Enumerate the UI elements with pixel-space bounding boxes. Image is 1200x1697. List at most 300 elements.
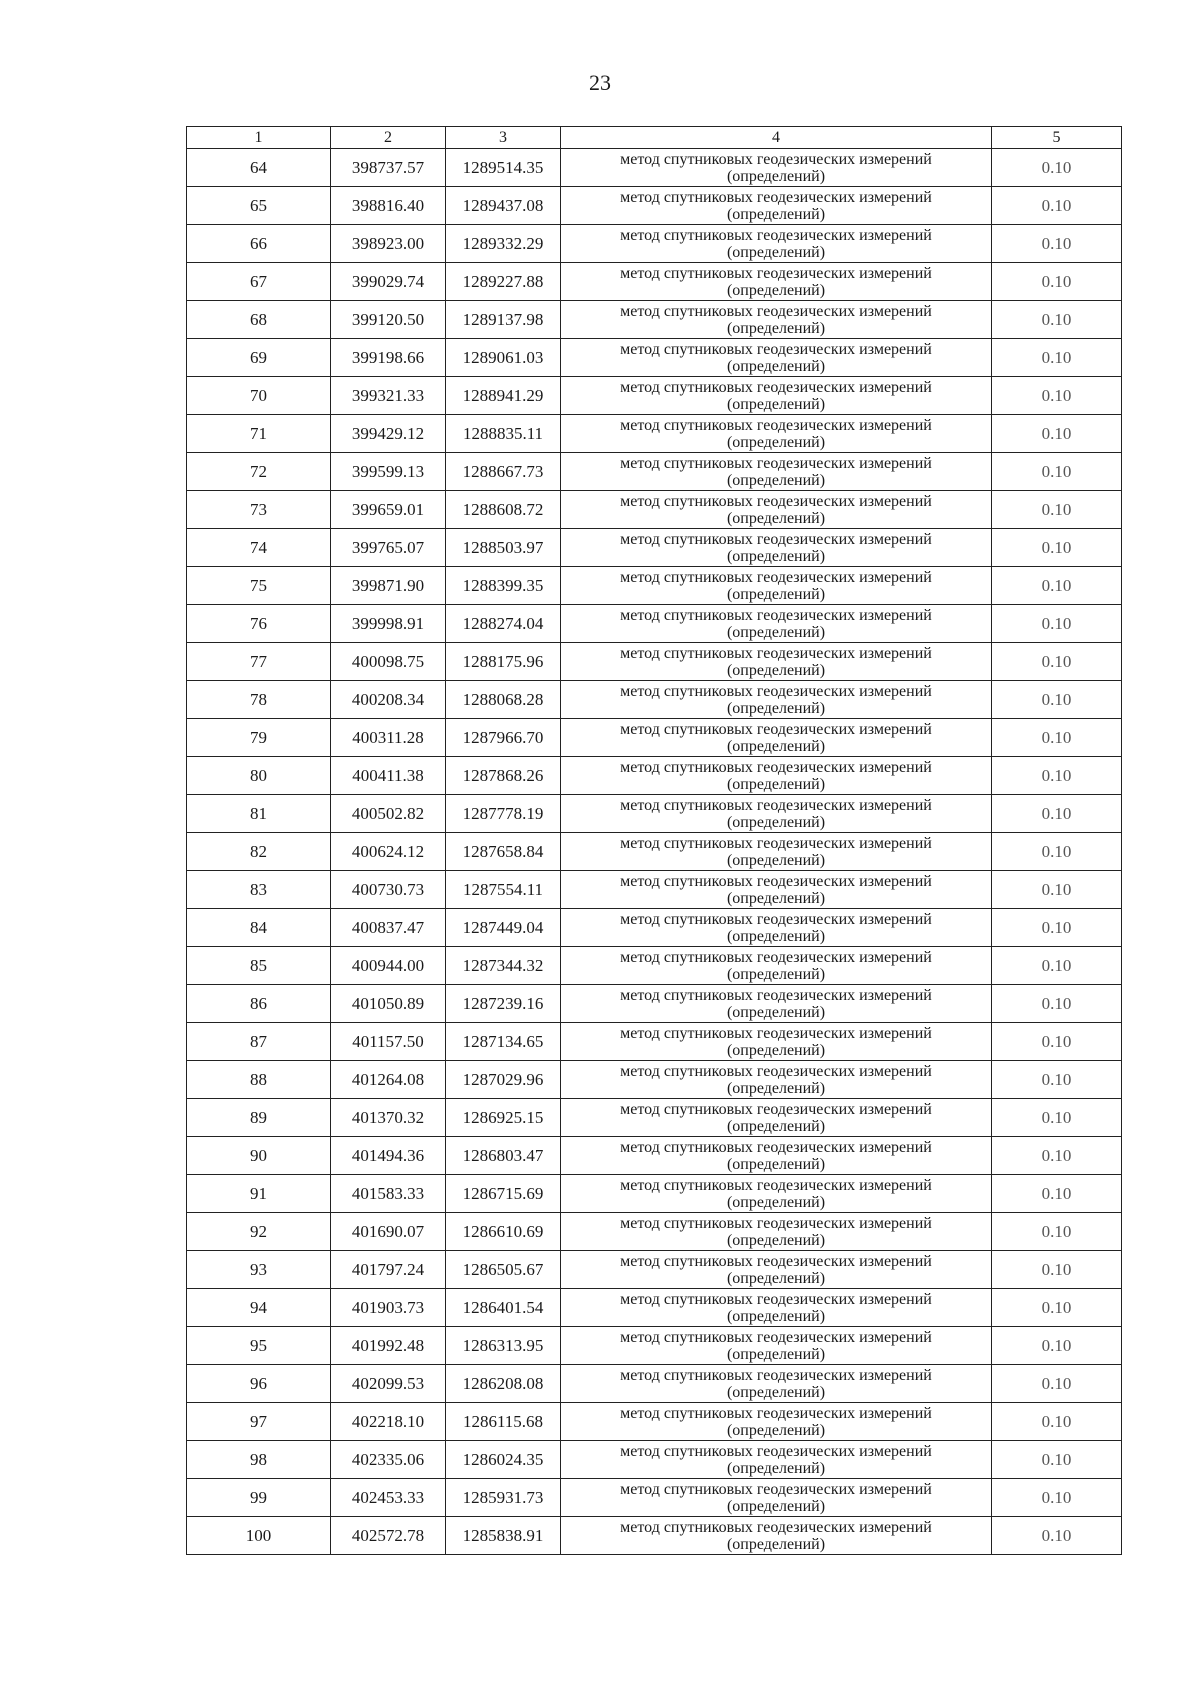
method-text-line-2: (определений) <box>726 167 826 185</box>
table-row <box>187 149 1122 187</box>
method-text-line-1: метод спутниковых геодезических измерений <box>620 606 932 624</box>
x-coordinate-cell: 400411.38 <box>331 757 446 795</box>
table-row <box>187 1061 1122 1099</box>
precision-cell: 0.10 <box>992 1175 1122 1213</box>
method-text-line-2: (определений) <box>726 585 826 603</box>
y-coordinate-cell: 1288667.73 <box>446 453 561 491</box>
method-text-line-1: метод спутниковых геодезических измерений <box>620 1024 932 1042</box>
point-number-cell: 96 <box>187 1365 331 1403</box>
method-cell <box>561 1251 992 1289</box>
method-cell <box>561 1441 992 1479</box>
point-number-cell: 95 <box>187 1327 331 1365</box>
table-row <box>187 681 1122 719</box>
point-number-cell: 73 <box>187 491 331 529</box>
method-text-line-2: (определений) <box>726 737 826 755</box>
x-coordinate-cell: 402099.53 <box>331 1365 446 1403</box>
method-text-line-2: (определений) <box>726 1269 826 1287</box>
method-cell <box>561 871 992 909</box>
method-cell <box>561 757 992 795</box>
method-text-line-2: (определений) <box>726 1459 826 1477</box>
table-row <box>187 605 1122 643</box>
method-text-line-1: метод спутниковых геодезических измерений <box>620 1404 932 1422</box>
method-text-line-1: метод спутниковых геодезических измерений <box>620 416 932 434</box>
method-text-line-1: метод спутниковых геодезических измерений <box>620 872 932 890</box>
method-text-line-1: метод спутниковых геодезических измерений <box>620 1480 932 1498</box>
y-coordinate-cell: 1286505.67 <box>446 1251 561 1289</box>
y-coordinate-cell: 1286115.68 <box>446 1403 561 1441</box>
method-text-line-2: (определений) <box>726 927 826 945</box>
y-coordinate-cell: 1288608.72 <box>446 491 561 529</box>
method-text-line-2: (определений) <box>726 813 826 831</box>
x-coordinate-cell: 400624.12 <box>331 833 446 871</box>
method-cell <box>561 263 992 301</box>
method-cell <box>561 643 992 681</box>
y-coordinate-cell: 1287449.04 <box>446 909 561 947</box>
method-text-line-2: (определений) <box>726 281 826 299</box>
method-text-line-2: (определений) <box>726 661 826 679</box>
method-cell <box>561 1061 992 1099</box>
method-text-line-1: метод спутниковых геодезических измерений <box>620 568 932 586</box>
method-cell <box>561 1213 992 1251</box>
precision-cell: 0.10 <box>992 757 1122 795</box>
method-text-line-1: метод спутниковых геодезических измерений <box>620 378 932 396</box>
table-row <box>187 567 1122 605</box>
point-number-cell: 90 <box>187 1137 331 1175</box>
method-text-line-2: (определений) <box>726 205 826 223</box>
precision-cell: 0.10 <box>992 1441 1122 1479</box>
precision-cell: 0.10 <box>992 643 1122 681</box>
precision-cell: 0.10 <box>992 1023 1122 1061</box>
header-cell-3: 3 <box>446 127 561 149</box>
method-text-line-2: (определений) <box>726 1345 826 1363</box>
method-cell <box>561 1403 992 1441</box>
table-row <box>187 1213 1122 1251</box>
y-coordinate-cell: 1287966.70 <box>446 719 561 757</box>
method-cell <box>561 149 992 187</box>
method-cell <box>561 1365 992 1403</box>
method-cell <box>561 1023 992 1061</box>
y-coordinate-cell: 1286925.15 <box>446 1099 561 1137</box>
point-number-cell: 66 <box>187 225 331 263</box>
point-number-cell: 69 <box>187 339 331 377</box>
point-number-cell: 82 <box>187 833 331 871</box>
method-cell <box>561 947 992 985</box>
method-text-line-1: метод спутниковых геодезических измерений <box>620 1138 932 1156</box>
x-coordinate-cell: 399429.12 <box>331 415 446 453</box>
method-text-line-2: (определений) <box>726 1003 826 1021</box>
y-coordinate-cell: 1289514.35 <box>446 149 561 187</box>
y-coordinate-cell: 1287868.26 <box>446 757 561 795</box>
y-coordinate-cell: 1287134.65 <box>446 1023 561 1061</box>
method-text-line-2: (определений) <box>726 965 826 983</box>
table-row <box>187 301 1122 339</box>
point-number-cell: 93 <box>187 1251 331 1289</box>
y-coordinate-cell: 1286610.69 <box>446 1213 561 1251</box>
precision-cell: 0.10 <box>992 1137 1122 1175</box>
x-coordinate-cell: 401992.48 <box>331 1327 446 1365</box>
method-text-line-1: метод спутниковых геодезических измерений <box>620 1518 932 1536</box>
method-cell <box>561 833 992 871</box>
y-coordinate-cell: 1286208.08 <box>446 1365 561 1403</box>
y-coordinate-cell: 1287344.32 <box>446 947 561 985</box>
y-coordinate-cell: 1285931.73 <box>446 1479 561 1517</box>
point-number-cell: 80 <box>187 757 331 795</box>
method-cell <box>561 567 992 605</box>
method-text-line-1: метод спутниковых геодезических измерений <box>620 340 932 358</box>
point-number-cell: 94 <box>187 1289 331 1327</box>
table-row <box>187 1441 1122 1479</box>
method-text-line-2: (определений) <box>726 775 826 793</box>
point-number-cell: 68 <box>187 301 331 339</box>
table-row <box>187 1289 1122 1327</box>
table-row <box>187 225 1122 263</box>
y-coordinate-cell: 1286313.95 <box>446 1327 561 1365</box>
x-coordinate-cell: 400502.82 <box>331 795 446 833</box>
x-coordinate-cell: 401264.08 <box>331 1061 446 1099</box>
point-number-cell: 98 <box>187 1441 331 1479</box>
method-cell <box>561 1479 992 1517</box>
table-row <box>187 1099 1122 1137</box>
method-text-line-2: (определений) <box>726 509 826 527</box>
method-text-line-2: (определений) <box>726 851 826 869</box>
y-coordinate-cell: 1288274.04 <box>446 605 561 643</box>
y-coordinate-cell: 1288503.97 <box>446 529 561 567</box>
table-row <box>187 1251 1122 1289</box>
x-coordinate-cell: 401050.89 <box>331 985 446 1023</box>
method-cell <box>561 605 992 643</box>
y-coordinate-cell: 1288835.11 <box>446 415 561 453</box>
header-cell-1: 1 <box>187 127 331 149</box>
precision-cell: 0.10 <box>992 1403 1122 1441</box>
y-coordinate-cell: 1288399.35 <box>446 567 561 605</box>
precision-cell: 0.10 <box>992 947 1122 985</box>
x-coordinate-cell: 399120.50 <box>331 301 446 339</box>
method-cell <box>561 909 992 947</box>
point-number-cell: 97 <box>187 1403 331 1441</box>
precision-cell: 0.10 <box>992 149 1122 187</box>
method-cell <box>561 795 992 833</box>
method-text-line-1: метод спутниковых геодезических измерений <box>620 302 932 320</box>
method-text-line-1: метод спутниковых геодезических измерений <box>620 948 932 966</box>
table-row <box>187 1327 1122 1365</box>
point-number-cell: 72 <box>187 453 331 491</box>
y-coordinate-cell: 1287239.16 <box>446 985 561 1023</box>
method-text-line-1: метод спутниковых геодезических измерений <box>620 1328 932 1346</box>
precision-cell: 0.10 <box>992 1479 1122 1517</box>
precision-cell: 0.10 <box>992 263 1122 301</box>
table-row <box>187 833 1122 871</box>
method-text-line-1: метод спутниковых геодезических измерений <box>620 264 932 282</box>
x-coordinate-cell: 402218.10 <box>331 1403 446 1441</box>
x-coordinate-cell: 401797.24 <box>331 1251 446 1289</box>
method-text-line-2: (определений) <box>726 1497 826 1515</box>
method-text-line-2: (определений) <box>726 1535 826 1553</box>
table-header <box>187 127 1122 149</box>
page-number: 23 <box>589 70 611 95</box>
method-cell <box>561 985 992 1023</box>
method-cell <box>561 1099 992 1137</box>
x-coordinate-cell: 401157.50 <box>331 1023 446 1061</box>
method-text-line-1: метод спутниковых геодезических измерений <box>620 796 932 814</box>
precision-cell: 0.10 <box>992 909 1122 947</box>
method-text-line-2: (определений) <box>726 319 826 337</box>
method-cell <box>561 681 992 719</box>
method-cell <box>561 301 992 339</box>
method-text-line-2: (определений) <box>726 243 826 261</box>
point-number-cell: 79 <box>187 719 331 757</box>
x-coordinate-cell: 400311.28 <box>331 719 446 757</box>
y-coordinate-cell: 1289061.03 <box>446 339 561 377</box>
table-row <box>187 1479 1122 1517</box>
table-row <box>187 529 1122 567</box>
y-coordinate-cell: 1287778.19 <box>446 795 561 833</box>
method-text-line-1: метод спутниковых геодезических измерений <box>620 986 932 1004</box>
method-text-line-1: метод спутниковых геодезических измерений <box>620 1100 932 1118</box>
precision-cell: 0.10 <box>992 719 1122 757</box>
method-text-line-1: метод спутниковых геодезических измерений <box>620 492 932 510</box>
point-number-cell: 83 <box>187 871 331 909</box>
method-text-line-2: (определений) <box>726 547 826 565</box>
x-coordinate-cell: 402453.33 <box>331 1479 446 1517</box>
method-cell <box>561 453 992 491</box>
method-text-line-1: метод спутниковых геодезических измерений <box>620 150 932 168</box>
method-cell <box>561 1327 992 1365</box>
table-row <box>187 187 1122 225</box>
method-text-line-2: (определений) <box>726 623 826 641</box>
x-coordinate-cell: 400837.47 <box>331 909 446 947</box>
method-text-line-2: (определений) <box>726 433 826 451</box>
method-text-line-2: (определений) <box>726 1117 826 1135</box>
point-number-cell: 89 <box>187 1099 331 1137</box>
precision-cell: 0.10 <box>992 377 1122 415</box>
precision-cell: 0.10 <box>992 339 1122 377</box>
method-text-line-2: (определений) <box>726 357 826 375</box>
method-text-line-1: метод спутниковых геодезических измерений <box>620 226 932 244</box>
point-number-cell: 88 <box>187 1061 331 1099</box>
precision-cell: 0.10 <box>992 453 1122 491</box>
table-row <box>187 947 1122 985</box>
coordinates-table <box>186 126 1122 1555</box>
method-text-line-1: метод спутниковых геодезических измерений <box>620 1062 932 1080</box>
precision-cell: 0.10 <box>992 605 1122 643</box>
y-coordinate-cell: 1287029.96 <box>446 1061 561 1099</box>
point-number-cell: 76 <box>187 605 331 643</box>
y-coordinate-cell: 1285838.91 <box>446 1517 561 1555</box>
table-row <box>187 909 1122 947</box>
point-number-cell: 87 <box>187 1023 331 1061</box>
y-coordinate-cell: 1286024.35 <box>446 1441 561 1479</box>
method-text-line-1: метод спутниковых геодезических измерений <box>620 834 932 852</box>
table-row <box>187 1175 1122 1213</box>
precision-cell: 0.10 <box>992 301 1122 339</box>
x-coordinate-cell: 399998.91 <box>331 605 446 643</box>
method-cell <box>561 1175 992 1213</box>
method-text-line-2: (определений) <box>726 471 826 489</box>
table-row <box>187 453 1122 491</box>
precision-cell: 0.10 <box>992 871 1122 909</box>
y-coordinate-cell: 1287658.84 <box>446 833 561 871</box>
x-coordinate-cell: 401583.33 <box>331 1175 446 1213</box>
x-coordinate-cell: 401903.73 <box>331 1289 446 1327</box>
x-coordinate-cell: 400944.00 <box>331 947 446 985</box>
x-coordinate-cell: 402335.06 <box>331 1441 446 1479</box>
table-row <box>187 871 1122 909</box>
precision-cell: 0.10 <box>992 1099 1122 1137</box>
precision-cell: 0.10 <box>992 833 1122 871</box>
method-cell <box>561 415 992 453</box>
method-text-line-2: (определений) <box>726 1307 826 1325</box>
precision-cell: 0.10 <box>992 795 1122 833</box>
header-cell-4: 4 <box>561 127 992 149</box>
method-cell <box>561 339 992 377</box>
precision-cell: 0.10 <box>992 567 1122 605</box>
method-text-line-1: метод спутниковых геодезических измерений <box>620 910 932 928</box>
x-coordinate-cell: 398923.00 <box>331 225 446 263</box>
x-coordinate-cell: 399765.07 <box>331 529 446 567</box>
table-body <box>187 149 1122 1555</box>
point-number-cell: 81 <box>187 795 331 833</box>
point-number-cell: 84 <box>187 909 331 947</box>
point-number-cell: 91 <box>187 1175 331 1213</box>
method-text-line-1: метод спутниковых геодезических измерений <box>620 682 932 700</box>
precision-cell: 0.10 <box>992 1251 1122 1289</box>
table-row <box>187 1137 1122 1175</box>
method-text-line-2: (определений) <box>726 889 826 907</box>
y-coordinate-cell: 1288068.28 <box>446 681 561 719</box>
y-coordinate-cell: 1288175.96 <box>446 643 561 681</box>
method-cell <box>561 719 992 757</box>
table-row <box>187 1365 1122 1403</box>
method-cell <box>561 187 992 225</box>
table-row <box>187 985 1122 1023</box>
table-row <box>187 1023 1122 1061</box>
y-coordinate-cell: 1287554.11 <box>446 871 561 909</box>
method-text-line-2: (определений) <box>726 1193 826 1211</box>
table-row <box>187 1517 1122 1555</box>
y-coordinate-cell: 1289137.98 <box>446 301 561 339</box>
y-coordinate-cell: 1286401.54 <box>446 1289 561 1327</box>
method-cell <box>561 1289 992 1327</box>
x-coordinate-cell: 402572.78 <box>331 1517 446 1555</box>
method-text-line-1: метод спутниковых геодезических измерений <box>620 454 932 472</box>
table-row <box>187 643 1122 681</box>
x-coordinate-cell: 399198.66 <box>331 339 446 377</box>
method-text-line-2: (определений) <box>726 699 826 717</box>
precision-cell: 0.10 <box>992 1213 1122 1251</box>
method-text-line-1: метод спутниковых геодезических измерений <box>620 1214 932 1232</box>
precision-cell: 0.10 <box>992 1327 1122 1365</box>
precision-cell: 0.10 <box>992 1365 1122 1403</box>
x-coordinate-cell: 400098.75 <box>331 643 446 681</box>
x-coordinate-cell: 398816.40 <box>331 187 446 225</box>
method-cell <box>561 1517 992 1555</box>
point-number-cell: 75 <box>187 567 331 605</box>
y-coordinate-cell: 1289437.08 <box>446 187 561 225</box>
table-row <box>187 795 1122 833</box>
method-text-line-2: (определений) <box>726 1231 826 1249</box>
point-number-cell: 74 <box>187 529 331 567</box>
point-number-cell: 78 <box>187 681 331 719</box>
method-text-line-2: (определений) <box>726 395 826 413</box>
method-text-line-1: метод спутниковых геодезических измерений <box>620 720 932 738</box>
x-coordinate-cell: 399029.74 <box>331 263 446 301</box>
method-text-line-1: метод спутниковых геодезических измерений <box>620 1290 932 1308</box>
point-number-cell: 67 <box>187 263 331 301</box>
table-row <box>187 1403 1122 1441</box>
method-cell <box>561 377 992 415</box>
x-coordinate-cell: 401370.32 <box>331 1099 446 1137</box>
table-row <box>187 377 1122 415</box>
table-row <box>187 263 1122 301</box>
x-coordinate-cell: 399871.90 <box>331 567 446 605</box>
point-number-cell: 92 <box>187 1213 331 1251</box>
precision-cell: 0.10 <box>992 187 1122 225</box>
y-coordinate-cell: 1286715.69 <box>446 1175 561 1213</box>
point-number-cell: 64 <box>187 149 331 187</box>
method-cell <box>561 1137 992 1175</box>
precision-cell: 0.10 <box>992 1061 1122 1099</box>
header-cell-5: 5 <box>992 127 1122 149</box>
precision-cell: 0.10 <box>992 225 1122 263</box>
table-row <box>187 719 1122 757</box>
y-coordinate-cell: 1288941.29 <box>446 377 561 415</box>
method-text-line-2: (определений) <box>726 1079 826 1097</box>
method-text-line-2: (определений) <box>726 1383 826 1401</box>
method-text-line-2: (определений) <box>726 1421 826 1439</box>
table-row <box>187 757 1122 795</box>
point-number-cell: 71 <box>187 415 331 453</box>
point-number-cell: 99 <box>187 1479 331 1517</box>
point-number-cell: 100 <box>187 1517 331 1555</box>
header-row <box>187 127 1122 149</box>
method-text-line-2: (определений) <box>726 1155 826 1173</box>
point-number-cell: 65 <box>187 187 331 225</box>
precision-cell: 0.10 <box>992 491 1122 529</box>
method-text-line-1: метод спутниковых геодезических измерений <box>620 758 932 776</box>
x-coordinate-cell: 401494.36 <box>331 1137 446 1175</box>
header-cell-2: 2 <box>331 127 446 149</box>
x-coordinate-cell: 400208.34 <box>331 681 446 719</box>
precision-cell: 0.10 <box>992 1517 1122 1555</box>
method-text-line-1: метод спутниковых геодезических измерений <box>620 1176 932 1194</box>
point-number-cell: 70 <box>187 377 331 415</box>
x-coordinate-cell: 401690.07 <box>331 1213 446 1251</box>
method-cell <box>561 491 992 529</box>
y-coordinate-cell: 1289227.88 <box>446 263 561 301</box>
point-number-cell: 77 <box>187 643 331 681</box>
precision-cell: 0.10 <box>992 681 1122 719</box>
x-coordinate-cell: 399599.13 <box>331 453 446 491</box>
y-coordinate-cell: 1289332.29 <box>446 225 561 263</box>
method-text-line-1: метод спутниковых геодезических измерений <box>620 644 932 662</box>
y-coordinate-cell: 1286803.47 <box>446 1137 561 1175</box>
method-text-line-1: метод спутниковых геодезических измерений <box>620 1442 932 1460</box>
precision-cell: 0.10 <box>992 1289 1122 1327</box>
precision-cell: 0.10 <box>992 985 1122 1023</box>
x-coordinate-cell: 398737.57 <box>331 149 446 187</box>
precision-cell: 0.10 <box>992 529 1122 567</box>
method-cell <box>561 529 992 567</box>
table-row <box>187 415 1122 453</box>
x-coordinate-cell: 399321.33 <box>331 377 446 415</box>
x-coordinate-cell: 399659.01 <box>331 491 446 529</box>
x-coordinate-cell: 400730.73 <box>331 871 446 909</box>
precision-cell: 0.10 <box>992 415 1122 453</box>
point-number-cell: 86 <box>187 985 331 1023</box>
point-number-cell: 85 <box>187 947 331 985</box>
table-row <box>187 339 1122 377</box>
method-text-line-1: метод спутниковых геодезических измерений <box>620 1366 932 1384</box>
